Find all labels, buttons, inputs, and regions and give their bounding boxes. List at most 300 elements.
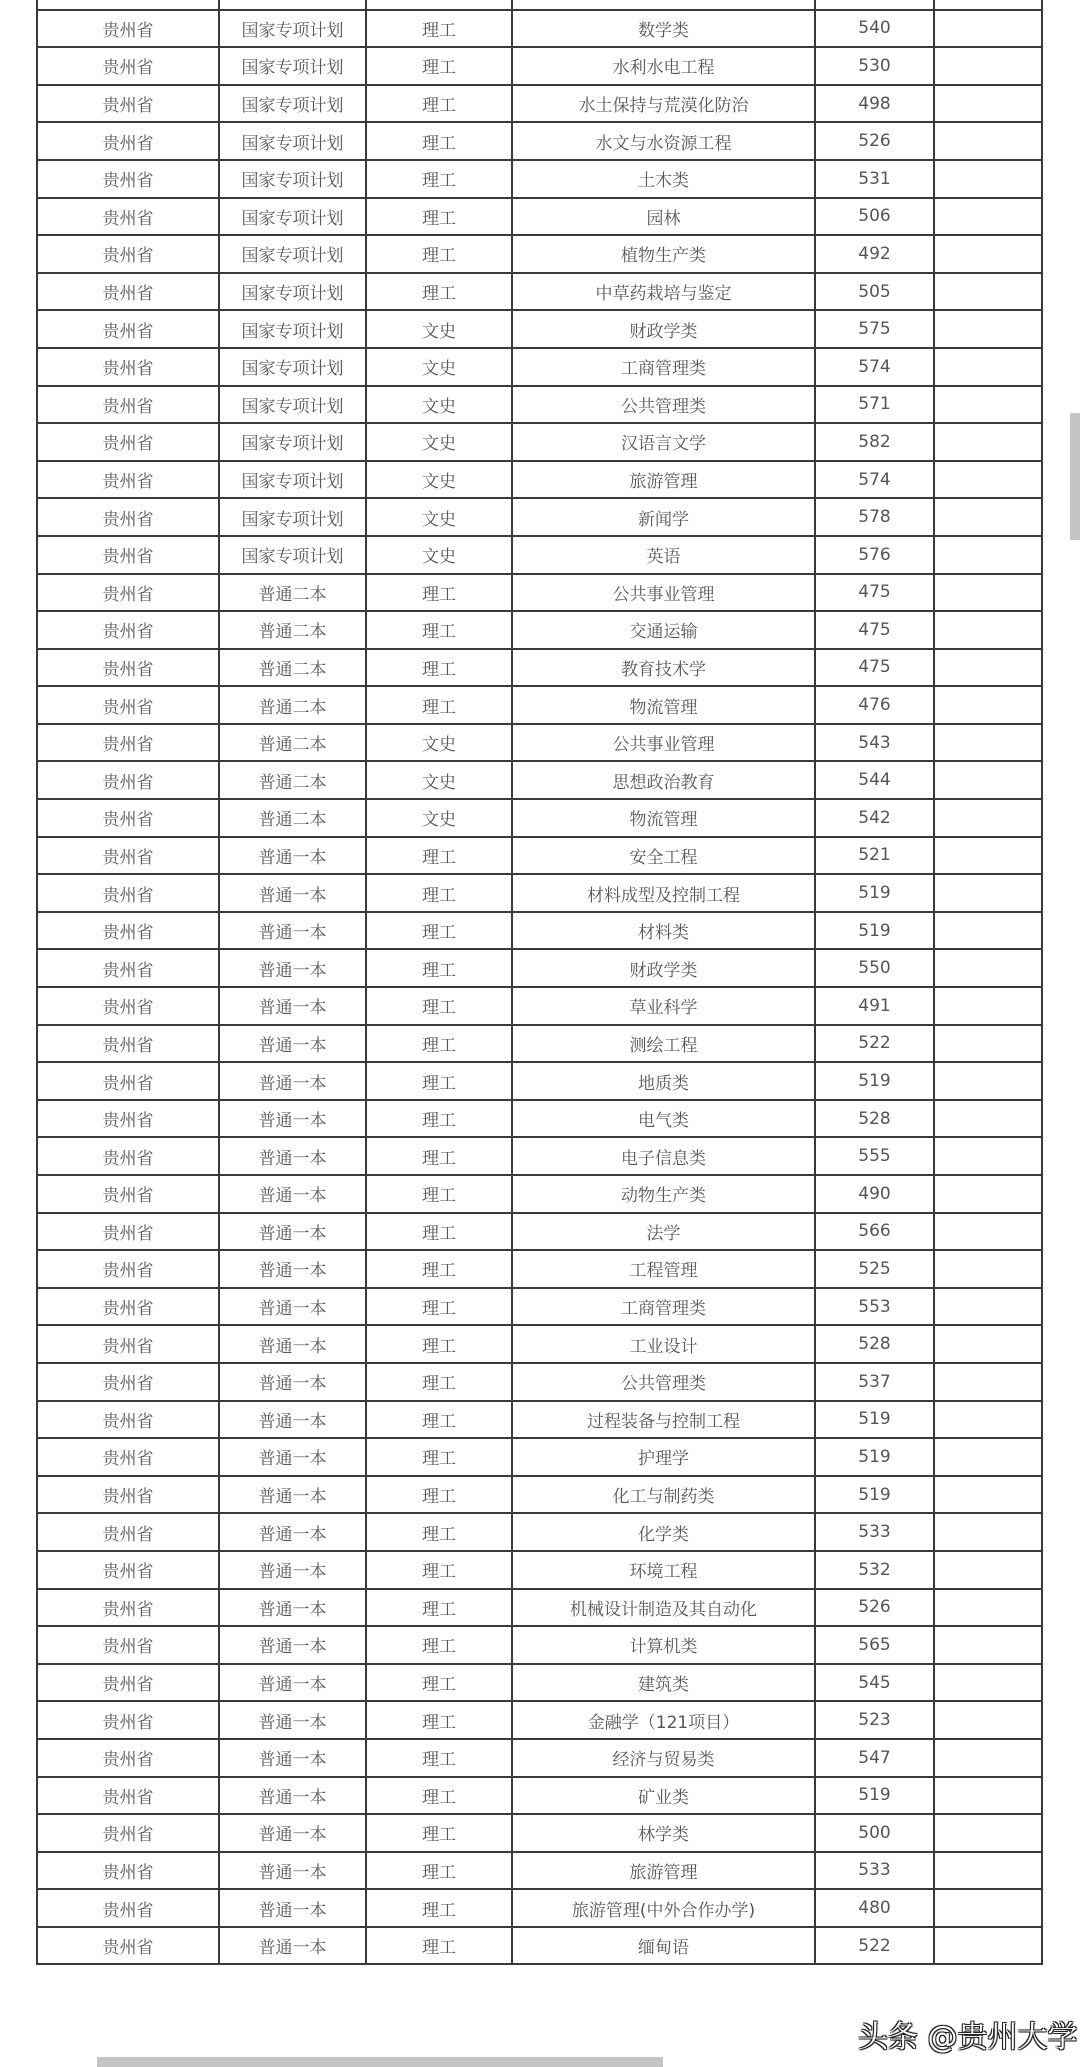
subject-category-cell: 文史 xyxy=(366,799,512,837)
province-cell: 贵州省 xyxy=(37,949,219,987)
score-cell: 519 xyxy=(815,1062,934,1100)
major-cell: 旅游管理 xyxy=(512,461,815,499)
subject-category-cell: 理工 xyxy=(366,1513,512,1551)
remarks-cell xyxy=(934,1889,1042,1927)
score-cell: 537 xyxy=(815,1363,934,1401)
score-cell: 476 xyxy=(815,686,934,724)
province-cell: 贵州省 xyxy=(37,1589,219,1627)
score-cell: 532 xyxy=(815,1551,934,1589)
table-row xyxy=(37,498,1042,536)
table-row xyxy=(37,1401,1042,1439)
table-row xyxy=(37,1100,1042,1138)
major-cell: 中草药栽培与鉴定 xyxy=(512,273,815,311)
subject-category-cell: 理工 xyxy=(366,1626,512,1664)
score-cell: 519 xyxy=(815,1438,934,1476)
batch-cell: 普通一本 xyxy=(219,1889,366,1927)
admission-scores-table xyxy=(36,0,1043,1965)
remarks-cell xyxy=(934,837,1042,875)
batch-cell: 普通二本 xyxy=(219,574,366,612)
batch-cell: 普通二本 xyxy=(219,724,366,762)
remarks-cell xyxy=(934,1213,1042,1251)
remarks-cell xyxy=(934,1137,1042,1175)
province-cell: 贵州省 xyxy=(37,423,219,461)
subject-category-cell: 理工 xyxy=(366,1476,512,1514)
batch-cell: 普通一本 xyxy=(219,912,366,950)
remarks-cell xyxy=(934,122,1042,160)
remarks-cell xyxy=(934,987,1042,1025)
subject-category-cell: 理工 xyxy=(366,1814,512,1852)
score-cell: 540 xyxy=(815,10,934,48)
remarks-cell xyxy=(934,1664,1042,1702)
score-cell: 519 xyxy=(815,874,934,912)
score-cell: 576 xyxy=(815,536,934,574)
subject-category-cell: 理工 xyxy=(366,122,512,160)
province-cell: 贵州省 xyxy=(37,1250,219,1288)
major-cell: 土木类 xyxy=(512,160,815,198)
table-row xyxy=(37,235,1042,273)
batch-cell: 普通一本 xyxy=(219,874,366,912)
major-cell: 林学类 xyxy=(512,1814,815,1852)
table-row xyxy=(37,1288,1042,1326)
province-cell: 贵州省 xyxy=(37,649,219,687)
province-cell: 贵州省 xyxy=(37,1739,219,1777)
remarks-cell xyxy=(934,1250,1042,1288)
table-row xyxy=(37,874,1042,912)
score-cell: 505 xyxy=(815,273,934,311)
province-cell: 贵州省 xyxy=(37,686,219,724)
score-cell: 500 xyxy=(815,1814,934,1852)
major-cell: 材料类 xyxy=(512,912,815,950)
remarks-cell xyxy=(934,536,1042,574)
remarks-cell xyxy=(934,1701,1042,1739)
remarks-cell xyxy=(934,1739,1042,1777)
score-cell: 475 xyxy=(815,574,934,612)
major-cell: 电气类 xyxy=(512,1100,815,1138)
province-cell: 贵州省 xyxy=(37,987,219,1025)
subject-category-cell: 理工 xyxy=(366,574,512,612)
subject-category-cell: 文史 xyxy=(366,761,512,799)
table-row xyxy=(37,1062,1042,1100)
table-row xyxy=(37,1889,1042,1927)
table-row xyxy=(37,0,1042,10)
province-cell: 贵州省 xyxy=(37,122,219,160)
batch-cell: 普通一本 xyxy=(219,1551,366,1589)
remarks-cell xyxy=(934,686,1042,724)
remarks-cell xyxy=(934,724,1042,762)
province-cell: 贵州省 xyxy=(37,1100,219,1138)
major-cell: 水土保持与荒漠化防治 xyxy=(512,85,815,123)
table-row xyxy=(37,1777,1042,1815)
remarks-cell xyxy=(934,649,1042,687)
table-row xyxy=(37,310,1042,348)
major-cell: 园林 xyxy=(512,198,815,236)
batch-cell: 普通一本 xyxy=(219,1250,366,1288)
score-cell: 523 xyxy=(815,1701,934,1739)
batch-cell: 普通一本 xyxy=(219,1739,366,1777)
table-row xyxy=(37,348,1042,386)
major-cell: 缅甸语 xyxy=(512,1927,815,1965)
subject-category-cell: 文史 xyxy=(366,461,512,499)
batch-cell: 普通一本 xyxy=(219,1852,366,1890)
remarks-cell xyxy=(934,235,1042,273)
table-row xyxy=(37,122,1042,160)
admission-scores-table-container xyxy=(36,0,1041,1965)
table-row xyxy=(37,1213,1042,1251)
batch-cell: 国家专项计划 xyxy=(219,160,366,198)
remarks-cell xyxy=(934,1589,1042,1627)
remarks-cell xyxy=(934,611,1042,649)
subject-category-cell: 理工 xyxy=(366,1100,512,1138)
major-cell: 水文与水资源工程 xyxy=(512,122,815,160)
province-cell: 贵州省 xyxy=(37,461,219,499)
score-cell xyxy=(815,0,934,10)
remarks-cell xyxy=(934,273,1042,311)
subject-category-cell: 理工 xyxy=(366,1777,512,1815)
table-row xyxy=(37,536,1042,574)
province-cell: 贵州省 xyxy=(37,724,219,762)
table-row xyxy=(37,686,1042,724)
subject-category-cell: 理工 xyxy=(366,874,512,912)
batch-cell: 普通一本 xyxy=(219,1062,366,1100)
remarks-cell xyxy=(934,461,1042,499)
major-cell: 教育技术学 xyxy=(512,649,815,687)
major-cell: 经济与贸易类 xyxy=(512,1739,815,1777)
major-cell: 材料成型及控制工程 xyxy=(512,874,815,912)
subject-category-cell: 理工 xyxy=(366,686,512,724)
province-cell: 贵州省 xyxy=(37,1777,219,1815)
score-cell: 578 xyxy=(815,498,934,536)
remarks-cell xyxy=(934,1062,1042,1100)
score-cell: 475 xyxy=(815,611,934,649)
score-cell: 550 xyxy=(815,949,934,987)
score-cell: 582 xyxy=(815,423,934,461)
remarks-cell xyxy=(934,1626,1042,1664)
batch-cell: 普通一本 xyxy=(219,1325,366,1363)
major-cell: 环境工程 xyxy=(512,1551,815,1589)
score-cell: 525 xyxy=(815,1250,934,1288)
table-row xyxy=(37,912,1042,950)
score-cell: 571 xyxy=(815,386,934,424)
subject-category-cell: 文史 xyxy=(366,310,512,348)
score-cell: 519 xyxy=(815,912,934,950)
table-row xyxy=(37,47,1042,85)
subject-category-cell: 理工 xyxy=(366,1137,512,1175)
table-row xyxy=(37,1701,1042,1739)
subject-category-cell: 理工 xyxy=(366,1250,512,1288)
remarks-cell xyxy=(934,761,1042,799)
batch-cell: 普通一本 xyxy=(219,1137,366,1175)
province-cell: 贵州省 xyxy=(37,874,219,912)
batch-cell: 普通一本 xyxy=(219,1626,366,1664)
batch-cell: 普通一本 xyxy=(219,1814,366,1852)
batch-cell: 国家专项计划 xyxy=(219,348,366,386)
subject-category-cell: 理工 xyxy=(366,912,512,950)
major-cell: 植物生产类 xyxy=(512,235,815,273)
batch-cell: 普通二本 xyxy=(219,761,366,799)
score-cell: 531 xyxy=(815,160,934,198)
subject-category-cell: 理工 xyxy=(366,1438,512,1476)
table-row xyxy=(37,461,1042,499)
table-body xyxy=(37,0,1042,1964)
score-cell: 574 xyxy=(815,461,934,499)
province-cell: 贵州省 xyxy=(37,799,219,837)
subject-category-cell: 文史 xyxy=(366,536,512,574)
subject-category-cell: 文史 xyxy=(366,498,512,536)
remarks-cell xyxy=(934,348,1042,386)
table-row xyxy=(37,1852,1042,1890)
subject-category-cell: 理工 xyxy=(366,1701,512,1739)
score-cell: 544 xyxy=(815,761,934,799)
province-cell: 贵州省 xyxy=(37,536,219,574)
batch-cell: 国家专项计划 xyxy=(219,386,366,424)
subject-category-cell: 理工 xyxy=(366,611,512,649)
province-cell: 贵州省 xyxy=(37,1288,219,1326)
major-cell: 动物生产类 xyxy=(512,1175,815,1213)
subject-category-cell: 理工 xyxy=(366,949,512,987)
province-cell: 贵州省 xyxy=(37,1701,219,1739)
province-cell: 贵州省 xyxy=(37,1476,219,1514)
score-cell: 522 xyxy=(815,1927,934,1965)
batch-cell: 国家专项计划 xyxy=(219,122,366,160)
vertical-scrollbar[interactable] xyxy=(1070,413,1080,540)
table-row xyxy=(37,1025,1042,1063)
table-row xyxy=(37,1626,1042,1664)
remarks-cell xyxy=(934,874,1042,912)
major-cell: 工商管理类 xyxy=(512,348,815,386)
table-row xyxy=(37,949,1042,987)
score-cell: 553 xyxy=(815,1288,934,1326)
subject-category-cell: 理工 xyxy=(366,1739,512,1777)
table-row xyxy=(37,1589,1042,1627)
score-cell: 490 xyxy=(815,1175,934,1213)
watermark: 头条 @贵州大学 xyxy=(858,2020,1078,2055)
table-row xyxy=(37,10,1042,48)
table-row xyxy=(37,1551,1042,1589)
major-cell: 工商管理类 xyxy=(512,1288,815,1326)
score-cell: 533 xyxy=(815,1852,934,1890)
batch-cell: 国家专项计划 xyxy=(219,47,366,85)
remarks-cell xyxy=(934,1401,1042,1439)
subject-category-cell: 文史 xyxy=(366,386,512,424)
remarks-cell xyxy=(934,198,1042,236)
province-cell: 贵州省 xyxy=(37,348,219,386)
province-cell: 贵州省 xyxy=(37,235,219,273)
major-cell: 电子信息类 xyxy=(512,1137,815,1175)
score-cell: 519 xyxy=(815,1401,934,1439)
remarks-cell xyxy=(934,386,1042,424)
remarks-cell xyxy=(934,1476,1042,1514)
remarks-cell xyxy=(934,160,1042,198)
province-cell: 贵州省 xyxy=(37,1363,219,1401)
subject-category-cell: 理工 xyxy=(366,1401,512,1439)
remarks-cell xyxy=(934,799,1042,837)
table-row xyxy=(37,1325,1042,1363)
score-cell: 526 xyxy=(815,122,934,160)
table-row xyxy=(37,649,1042,687)
subject-category-cell: 理工 xyxy=(366,1889,512,1927)
major-cell: 汉语言文学 xyxy=(512,423,815,461)
score-cell: 574 xyxy=(815,348,934,386)
province-cell: 贵州省 xyxy=(37,574,219,612)
batch-cell: 普通一本 xyxy=(219,1927,366,1965)
province-cell: 贵州省 xyxy=(37,1664,219,1702)
batch-cell: 普通一本 xyxy=(219,1438,366,1476)
batch-cell: 国家专项计划 xyxy=(219,10,366,48)
remarks-cell xyxy=(934,10,1042,48)
table-row xyxy=(37,1250,1042,1288)
major-cell: 公共事业管理 xyxy=(512,574,815,612)
major-cell xyxy=(512,0,815,10)
province-cell: 贵州省 xyxy=(37,1401,219,1439)
remarks-cell xyxy=(934,0,1042,10)
province-cell: 贵州省 xyxy=(37,1551,219,1589)
province-cell: 贵州省 xyxy=(37,1175,219,1213)
subject-category-cell: 理工 xyxy=(366,1062,512,1100)
score-cell: 565 xyxy=(815,1626,934,1664)
major-cell: 地质类 xyxy=(512,1062,815,1100)
province-cell: 贵州省 xyxy=(37,85,219,123)
remarks-cell xyxy=(934,1363,1042,1401)
major-cell: 工业设计 xyxy=(512,1325,815,1363)
remarks-cell xyxy=(934,310,1042,348)
major-cell: 化工与制药类 xyxy=(512,1476,815,1514)
table-row xyxy=(37,273,1042,311)
major-cell: 机械设计制造及其自动化 xyxy=(512,1589,815,1627)
subject-category-cell: 文史 xyxy=(366,724,512,762)
batch-cell: 普通一本 xyxy=(219,1363,366,1401)
batch-cell: 普通一本 xyxy=(219,1100,366,1138)
province-cell: 贵州省 xyxy=(37,273,219,311)
score-cell: 530 xyxy=(815,47,934,85)
major-cell: 测绘工程 xyxy=(512,1025,815,1063)
table-row xyxy=(37,423,1042,461)
province-cell: 贵州省 xyxy=(37,198,219,236)
table-row xyxy=(37,611,1042,649)
major-cell: 安全工程 xyxy=(512,837,815,875)
major-cell: 思想政治教育 xyxy=(512,761,815,799)
major-cell: 公共管理类 xyxy=(512,386,815,424)
major-cell: 物流管理 xyxy=(512,686,815,724)
table-row xyxy=(37,799,1042,837)
score-cell: 522 xyxy=(815,1025,934,1063)
score-cell: 521 xyxy=(815,837,934,875)
province-cell: 贵州省 xyxy=(37,1438,219,1476)
major-cell: 矿业类 xyxy=(512,1777,815,1815)
province-cell: 贵州省 xyxy=(37,386,219,424)
score-cell: 542 xyxy=(815,799,934,837)
province-cell: 贵州省 xyxy=(37,837,219,875)
batch-cell: 普通一本 xyxy=(219,1401,366,1439)
batch-cell: 普通一本 xyxy=(219,987,366,1025)
major-cell: 英语 xyxy=(512,536,815,574)
province-cell: 贵州省 xyxy=(37,1213,219,1251)
batch-cell: 普通一本 xyxy=(219,1777,366,1815)
subject-category-cell: 理工 xyxy=(366,1589,512,1627)
province-cell: 贵州省 xyxy=(37,160,219,198)
score-cell: 506 xyxy=(815,198,934,236)
province-cell: 贵州省 xyxy=(37,1137,219,1175)
major-cell: 护理学 xyxy=(512,1438,815,1476)
province-cell: 贵州省 xyxy=(37,1927,219,1965)
score-cell: 519 xyxy=(815,1777,934,1815)
table-row xyxy=(37,1137,1042,1175)
score-cell: 575 xyxy=(815,310,934,348)
remarks-cell xyxy=(934,1777,1042,1815)
batch-cell: 国家专项计划 xyxy=(219,235,366,273)
remarks-cell xyxy=(934,1175,1042,1213)
remarks-cell xyxy=(934,1551,1042,1589)
score-cell: 545 xyxy=(815,1664,934,1702)
major-cell: 物流管理 xyxy=(512,799,815,837)
remarks-cell xyxy=(934,85,1042,123)
major-cell: 旅游管理 xyxy=(512,1852,815,1890)
province-cell: 贵州省 xyxy=(37,1513,219,1551)
batch-cell: 普通一本 xyxy=(219,1476,366,1514)
subject-category-cell: 理工 xyxy=(366,273,512,311)
remarks-cell xyxy=(934,1325,1042,1363)
major-cell: 法学 xyxy=(512,1213,815,1251)
major-cell: 建筑类 xyxy=(512,1664,815,1702)
table-row xyxy=(37,1513,1042,1551)
major-cell: 化学类 xyxy=(512,1513,815,1551)
score-cell: 555 xyxy=(815,1137,934,1175)
province-cell: 贵州省 xyxy=(37,47,219,85)
subject-category-cell: 理工 xyxy=(366,1551,512,1589)
batch-cell: 普通二本 xyxy=(219,799,366,837)
remarks-cell xyxy=(934,1513,1042,1551)
batch-cell: 国家专项计划 xyxy=(219,423,366,461)
province-cell: 贵州省 xyxy=(37,1062,219,1100)
subject-category-cell: 理工 xyxy=(366,47,512,85)
major-cell: 计算机类 xyxy=(512,1626,815,1664)
subject-category-cell: 理工 xyxy=(366,85,512,123)
batch-cell: 普通一本 xyxy=(219,1213,366,1251)
subject-category-cell: 文史 xyxy=(366,423,512,461)
horizontal-scrollbar[interactable] xyxy=(97,2057,663,2067)
batch-cell: 普通二本 xyxy=(219,611,366,649)
subject-category-cell: 理工 xyxy=(366,1213,512,1251)
province-cell: 贵州省 xyxy=(37,761,219,799)
major-cell: 财政学类 xyxy=(512,310,815,348)
batch-cell xyxy=(219,0,366,10)
subject-category-cell: 理工 xyxy=(366,198,512,236)
major-cell: 新闻学 xyxy=(512,498,815,536)
table-row xyxy=(37,837,1042,875)
table-row xyxy=(37,198,1042,236)
batch-cell: 普通一本 xyxy=(219,837,366,875)
remarks-cell xyxy=(934,47,1042,85)
score-cell: 533 xyxy=(815,1513,934,1551)
subject-category-cell: 理工 xyxy=(366,1175,512,1213)
batch-cell: 普通一本 xyxy=(219,1513,366,1551)
major-cell: 草业科学 xyxy=(512,987,815,1025)
batch-cell: 普通一本 xyxy=(219,949,366,987)
major-cell: 交通运输 xyxy=(512,611,815,649)
batch-cell: 普通一本 xyxy=(219,1701,366,1739)
province-cell: 贵州省 xyxy=(37,912,219,950)
province-cell: 贵州省 xyxy=(37,1814,219,1852)
batch-cell: 国家专项计划 xyxy=(219,536,366,574)
subject-category-cell: 理工 xyxy=(366,1325,512,1363)
table-row xyxy=(37,1739,1042,1777)
remarks-cell xyxy=(934,1814,1042,1852)
major-cell: 财政学类 xyxy=(512,949,815,987)
subject-category-cell: 理工 xyxy=(366,1288,512,1326)
subject-category-cell: 理工 xyxy=(366,1852,512,1890)
score-cell: 498 xyxy=(815,85,934,123)
remarks-cell xyxy=(934,1288,1042,1326)
remarks-cell xyxy=(934,1852,1042,1890)
